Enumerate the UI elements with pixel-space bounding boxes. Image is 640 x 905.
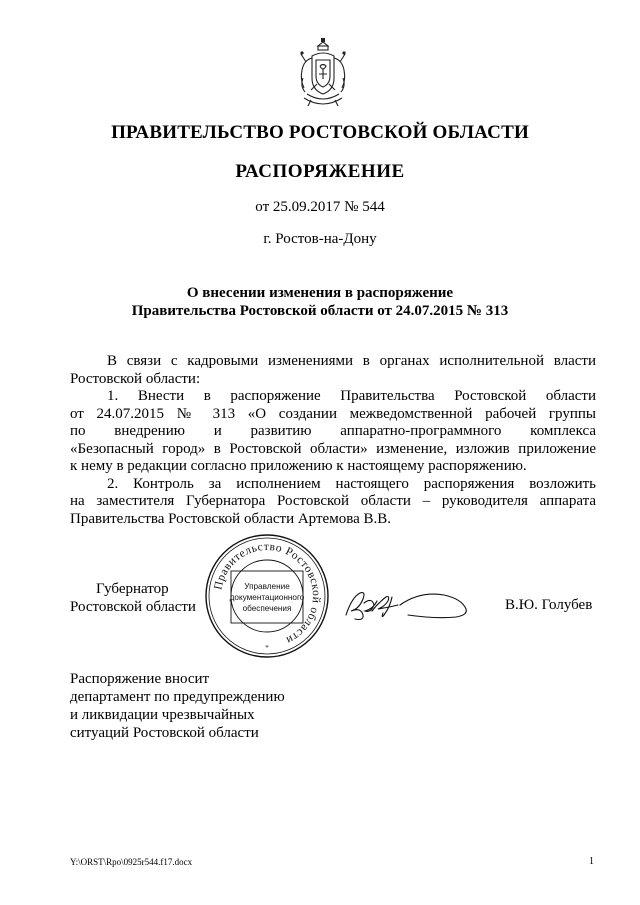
seal-center-line: Управление xyxy=(244,582,290,591)
document-city: г. Ростов-на-Дону xyxy=(263,231,377,247)
submitter-note-line: департамент по предупреждению xyxy=(70,689,285,705)
body-line: В связи с кадровыми изменениями в органах исполнительной власти xyxy=(107,353,596,369)
submitter-note xyxy=(70,670,285,742)
seal-ring-text: Правительство Ростовской области xyxy=(212,540,323,647)
submitter-note-line: ситуаций Ростовской области xyxy=(70,725,259,741)
body-line: к нему в редакции согласно приложению к настоящему распоряжению. xyxy=(70,458,527,474)
signatory-title-line: Губернатор xyxy=(96,581,169,597)
svg-text:*: * xyxy=(265,644,269,652)
body-line: по внедрению и развитию аппаратно-программного комплекса xyxy=(70,423,596,439)
seal-center-line: обеспечения xyxy=(242,604,292,613)
body-line: «Безопасный город» в Ростовской области» изменение, изложив приложение xyxy=(70,440,596,457)
body-line: 2. Контроль за исполнением настоящего распоряжения возложить xyxy=(107,475,596,492)
coat-of-arms-icon xyxy=(294,38,352,110)
signatory-name: В.Ю. Голубев xyxy=(505,597,593,613)
subject-line: Правительства Ростовской области от 24.07.2015 № 313 xyxy=(131,303,509,319)
body-line: 1. Внести в распоряжение Правительства Ростовской области xyxy=(107,388,596,404)
signatory-title-line: Ростовской области xyxy=(70,599,196,615)
submitter-note-line: и ликвидации чрезвычайных xyxy=(70,707,255,723)
footer-file-path: Y:\ORST\Rpo\0925r544.f17.docx xyxy=(70,857,193,867)
document-date-number: от 25.09.2017 № 544 xyxy=(255,199,385,215)
submitter-note-line: Распоряжение вносит xyxy=(70,671,210,687)
government-title: ПРАВИТЕЛЬСТВО РОСТОВСКОЙ ОБЛАСТИ xyxy=(111,122,529,143)
body-line: на заместителя Губернатора Ростовской области – руководителя аппарата xyxy=(70,493,596,509)
seal-center-line: документационного xyxy=(229,593,305,602)
subject-line: О внесении изменения в распоряжение xyxy=(186,285,454,301)
document-type-heading: РАСПОРЯЖЕНИЕ xyxy=(235,161,405,182)
body-line: Ростовской области: xyxy=(70,370,201,387)
document-subject xyxy=(0,284,640,320)
body-line: от 24.07.2015 № 313 «О создании межведомственной рабочей группы xyxy=(70,405,596,422)
document-body xyxy=(70,353,596,528)
signatory-title xyxy=(70,580,196,616)
body-line: Правительства Ростовской области Артемова В.В. xyxy=(70,510,391,527)
official-seal xyxy=(204,533,330,659)
page-number: 1 xyxy=(589,856,594,867)
handwritten-signature xyxy=(342,585,472,625)
